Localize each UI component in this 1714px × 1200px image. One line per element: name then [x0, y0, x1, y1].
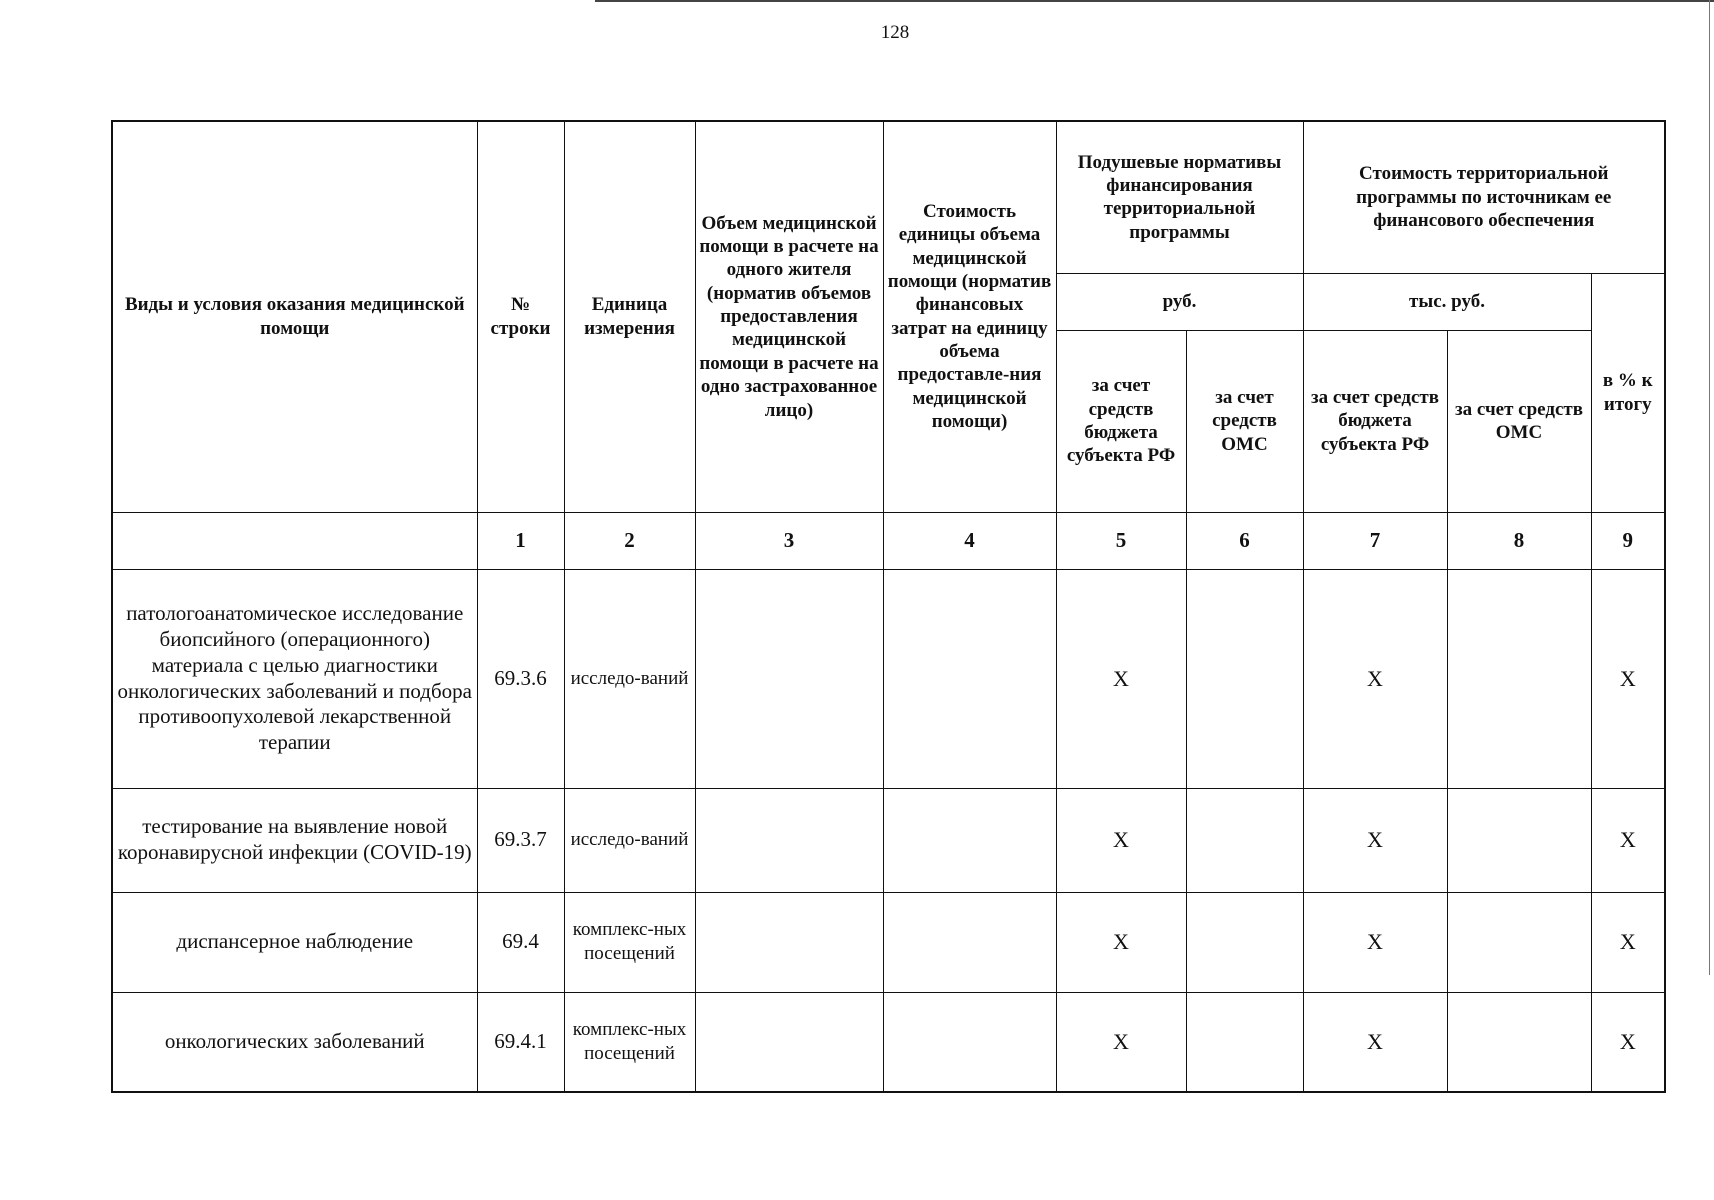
- row-number: 69.3.6: [477, 569, 564, 788]
- column-number-row: [112, 512, 1665, 569]
- header-total-cost-group: Стоимость территориальной программы по источникам ее финансового обеспечения: [1303, 121, 1665, 273]
- row-cell-8: [1447, 992, 1591, 1092]
- row-cell-3: [695, 892, 883, 992]
- page-number: 128: [880, 22, 910, 43]
- row-cell-6: [1186, 992, 1303, 1092]
- column-number: [112, 512, 477, 569]
- row-cell-9: X: [1591, 569, 1665, 788]
- row-cell-5: X: [1056, 892, 1186, 992]
- row-cell-7: X: [1303, 569, 1447, 788]
- top-scan-rule: [595, 0, 1714, 2]
- header-oms-6: за счет средств ОМС: [1186, 330, 1303, 512]
- header-currency-thousand-rub: тыс. руб.: [1303, 273, 1591, 330]
- row-cell-7: X: [1303, 892, 1447, 992]
- row-cell-3: [695, 788, 883, 892]
- row-number: 69.3.7: [477, 788, 564, 892]
- row-cell-4: [883, 788, 1056, 892]
- row-unit: исследо-ваний: [564, 569, 695, 788]
- row-cell-7: X: [1303, 992, 1447, 1092]
- row-kind: онкологических заболеваний: [112, 992, 477, 1092]
- row-unit: комплекс-ных посещений: [564, 992, 695, 1092]
- row-cell-5: X: [1056, 992, 1186, 1092]
- header-unit: Единица измерения: [564, 121, 695, 512]
- header-row-no: № строки: [477, 121, 564, 512]
- row-kind: патологоанатомическое исследование биопсийного (операционного) материала с целью диагностики онкологических заболеваний и подбора противоопухолевой лекарственной терапии: [112, 569, 477, 788]
- row-cell-6: [1186, 788, 1303, 892]
- row-kind: диспансерное наблюдение: [112, 892, 477, 992]
- row-cell-5: X: [1056, 569, 1186, 788]
- header-percent-of-total: в % к итогу: [1591, 273, 1665, 512]
- column-number: 2: [564, 512, 695, 569]
- row-cell-4: [883, 992, 1056, 1092]
- row-cell-6: [1186, 892, 1303, 992]
- header-oms-8: за счет средств ОМС: [1447, 330, 1591, 512]
- header-currency-rub: руб.: [1056, 273, 1303, 330]
- row-cell-4: [883, 569, 1056, 788]
- header-budget-subject-rf-7: за счет средств бюджета субъекта РФ: [1303, 330, 1447, 512]
- right-scan-rule: [1709, 0, 1710, 975]
- row-cell-3: [695, 992, 883, 1092]
- row-cell-9: X: [1591, 788, 1665, 892]
- row-cell-9: X: [1591, 892, 1665, 992]
- row-number: 69.4: [477, 892, 564, 992]
- header-volume: Объем медицинской помощи в расчете на одного жителя (норматив объемов предоставления медицинской помощи в расчете на одно застрахованное лицо): [695, 121, 883, 512]
- row-cell-9: X: [1591, 992, 1665, 1092]
- row-number: 69.4.1: [477, 992, 564, 1092]
- row-cell-8: [1447, 892, 1591, 992]
- column-number: 8: [1447, 512, 1591, 569]
- header-per-capita-group: Подушевые нормативы финансирования территориальной программы: [1056, 121, 1303, 273]
- column-number: 4: [883, 512, 1056, 569]
- table-row: [112, 892, 1665, 992]
- column-number: 1: [477, 512, 564, 569]
- column-number: 6: [1186, 512, 1303, 569]
- column-number: 5: [1056, 512, 1186, 569]
- row-kind: тестирование на выявление новой коронавирусной инфекции (COVID-19): [112, 788, 477, 892]
- row-cell-4: [883, 892, 1056, 992]
- row-cell-8: [1447, 569, 1591, 788]
- column-number: 3: [695, 512, 883, 569]
- row-cell-7: X: [1303, 788, 1447, 892]
- row-unit: комплекс-ных посещений: [564, 892, 695, 992]
- column-number: 9: [1591, 512, 1665, 569]
- financing-table: [111, 120, 1666, 1093]
- row-unit: исследо-ваний: [564, 788, 695, 892]
- table-row: [112, 992, 1665, 1092]
- row-cell-3: [695, 569, 883, 788]
- table-row: [112, 569, 1665, 788]
- header-budget-subject-rf-5: за счет средств бюджета субъекта РФ: [1056, 330, 1186, 512]
- row-cell-5: X: [1056, 788, 1186, 892]
- header-kind: Виды и условия оказания медицинской помощи: [112, 121, 477, 512]
- table-row: [112, 788, 1665, 892]
- header-cost: Стоимость единицы объема медицинской помощи (норматив финансовых затрат на единицу объема предоставле-ния медицинской помощи): [883, 121, 1056, 512]
- column-number: 7: [1303, 512, 1447, 569]
- row-cell-8: [1447, 788, 1591, 892]
- row-cell-6: [1186, 569, 1303, 788]
